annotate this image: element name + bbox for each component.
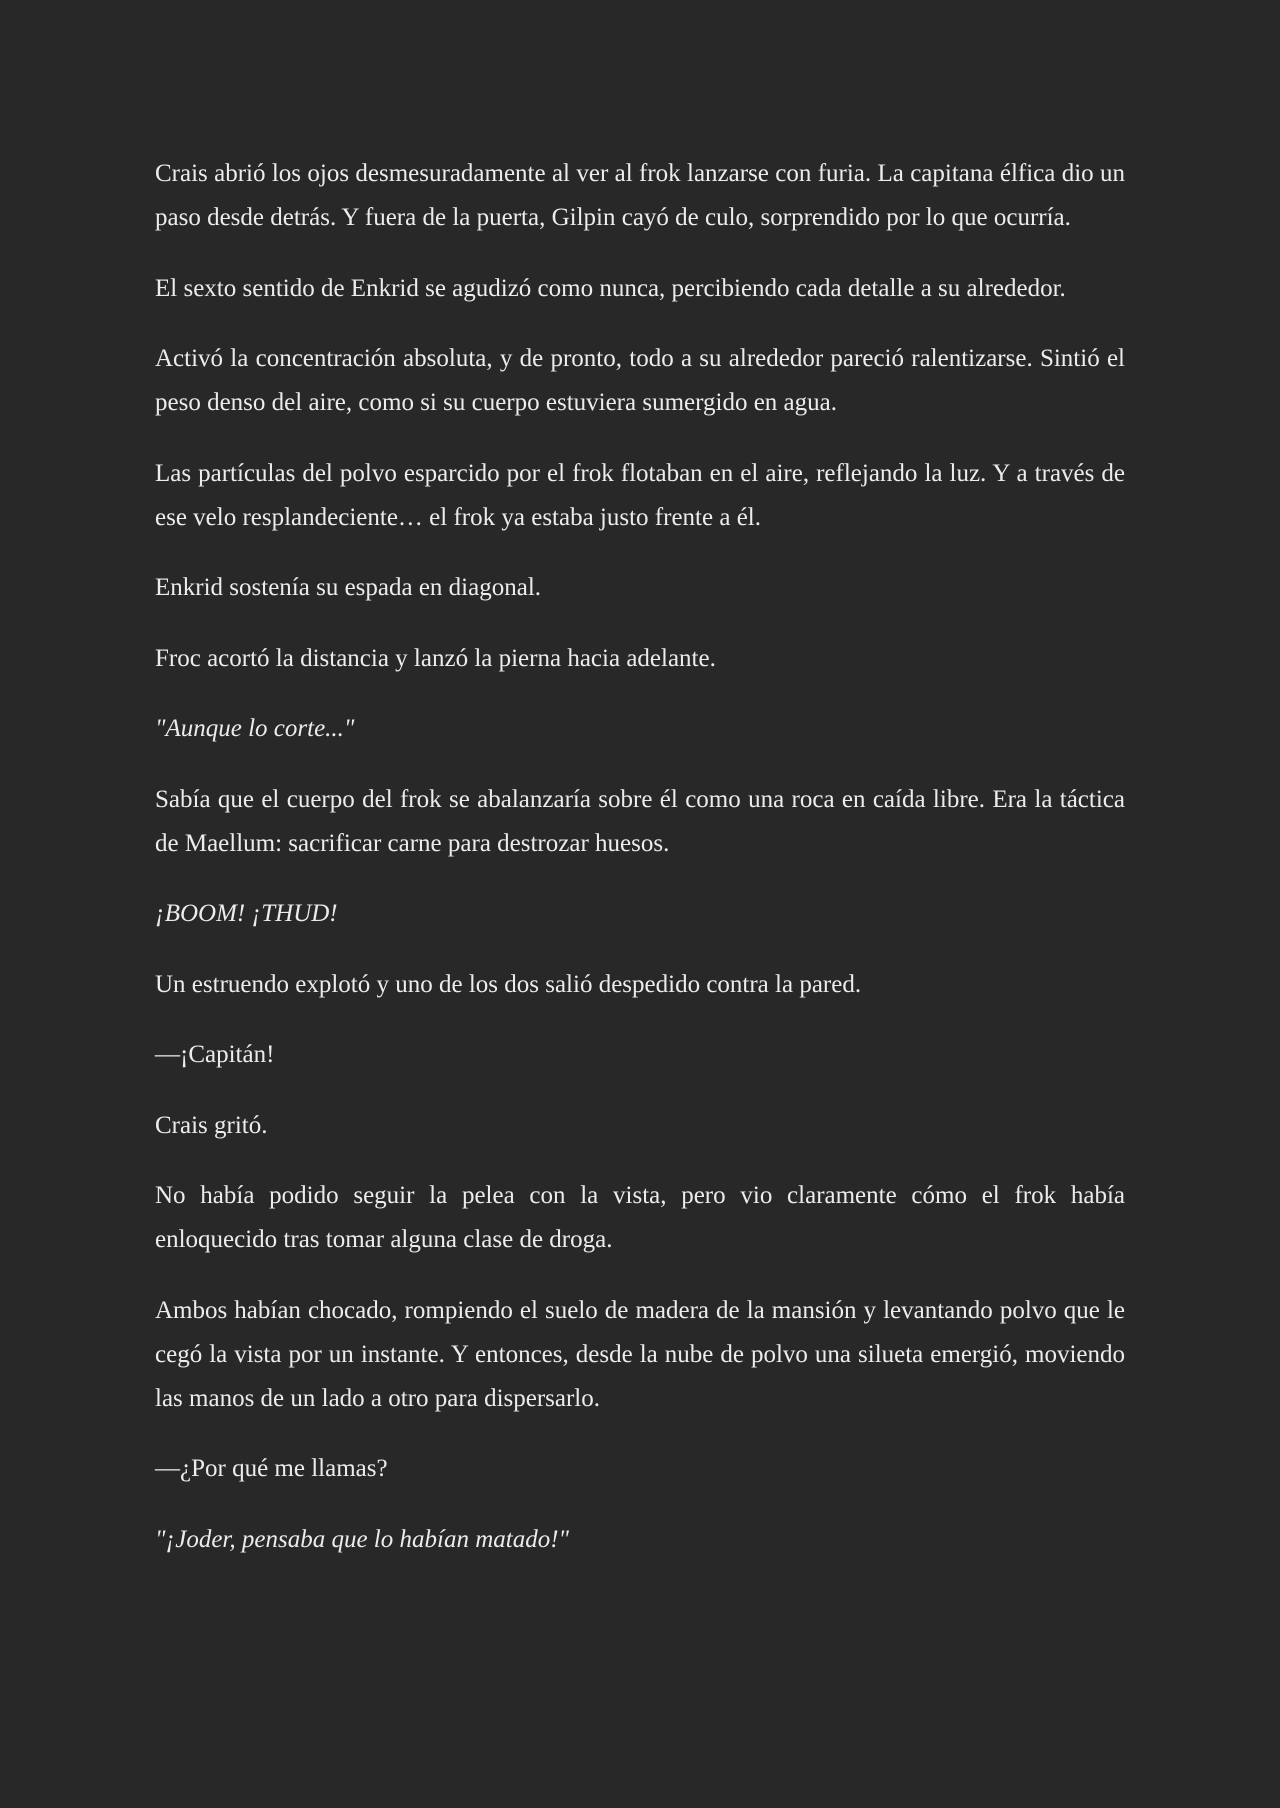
thought-paragraph: "Aunque lo corte...": [155, 715, 355, 742]
paragraph: Enkrid sostenía su espada en diagonal.: [155, 574, 542, 601]
sound-effect-paragraph: ¡BOOM! ¡THUD!: [155, 900, 338, 927]
paragraph: No había podido seguir la pelea con la vista, pero vio claramente cómo el frok había enloquecido tras tomar alguna clase de droga.: [155, 1182, 1125, 1253]
paragraph: Un estruendo explotó y uno de los dos salió despedido contra la pared.: [155, 970, 862, 998]
paragraph: Ambos habían chocado, rompiendo el suelo de madera de la mansión y levantando polvo que le cegó la vista por un instante. Y entonces, desde la nube de polvo una silueta emergió, moviendo las manos de un lado a otro para dispersarlo.: [155, 1296, 1125, 1412]
paragraph: Las partículas del polvo esparcido por el frok flotaban en el aire, reflejando la luz. Y a través de ese velo resplandeciente… el frok ya estaba justo frente a él.: [155, 459, 1125, 531]
thought-paragraph: "¡Joder, pensaba que lo habían matado!": [155, 1525, 570, 1553]
dialogue-paragraph: —¿Por qué me llamas?: [155, 1455, 388, 1482]
paragraph: Activó la concentración absoluta, y de pronto, todo a su alrededor pareció ralentizarse. Sintió el peso denso del aire, como si su cuerpo estuviera sumergido en agua.: [155, 345, 1125, 416]
paragraph: Froc acortó la distancia y lanzó la pierna hacia adelante.: [155, 644, 716, 672]
paragraph: Sabía que el cuerpo del frok se abalanzaría sobre él como una roca en caída libre. Era la táctica de Maellum: sacrificar carne para destrozar huesos.: [155, 785, 1125, 857]
paragraph: El sexto sentido de Enkrid se agudizó como nunca, percibiendo cada detalle a su alrededor.: [155, 274, 1066, 302]
paragraph: Crais gritó.: [155, 1111, 268, 1139]
dialogue-paragraph: —¡Capitán!: [155, 1041, 275, 1068]
paragraph: Crais abrió los ojos desmesuradamente al ver al frok lanzarse con furia. La capitana élfica dio un paso desde detrás. Y fuera de la puerta, Gilpin cayó de culo, sorprendido por lo que ocurría.: [155, 160, 1125, 231]
